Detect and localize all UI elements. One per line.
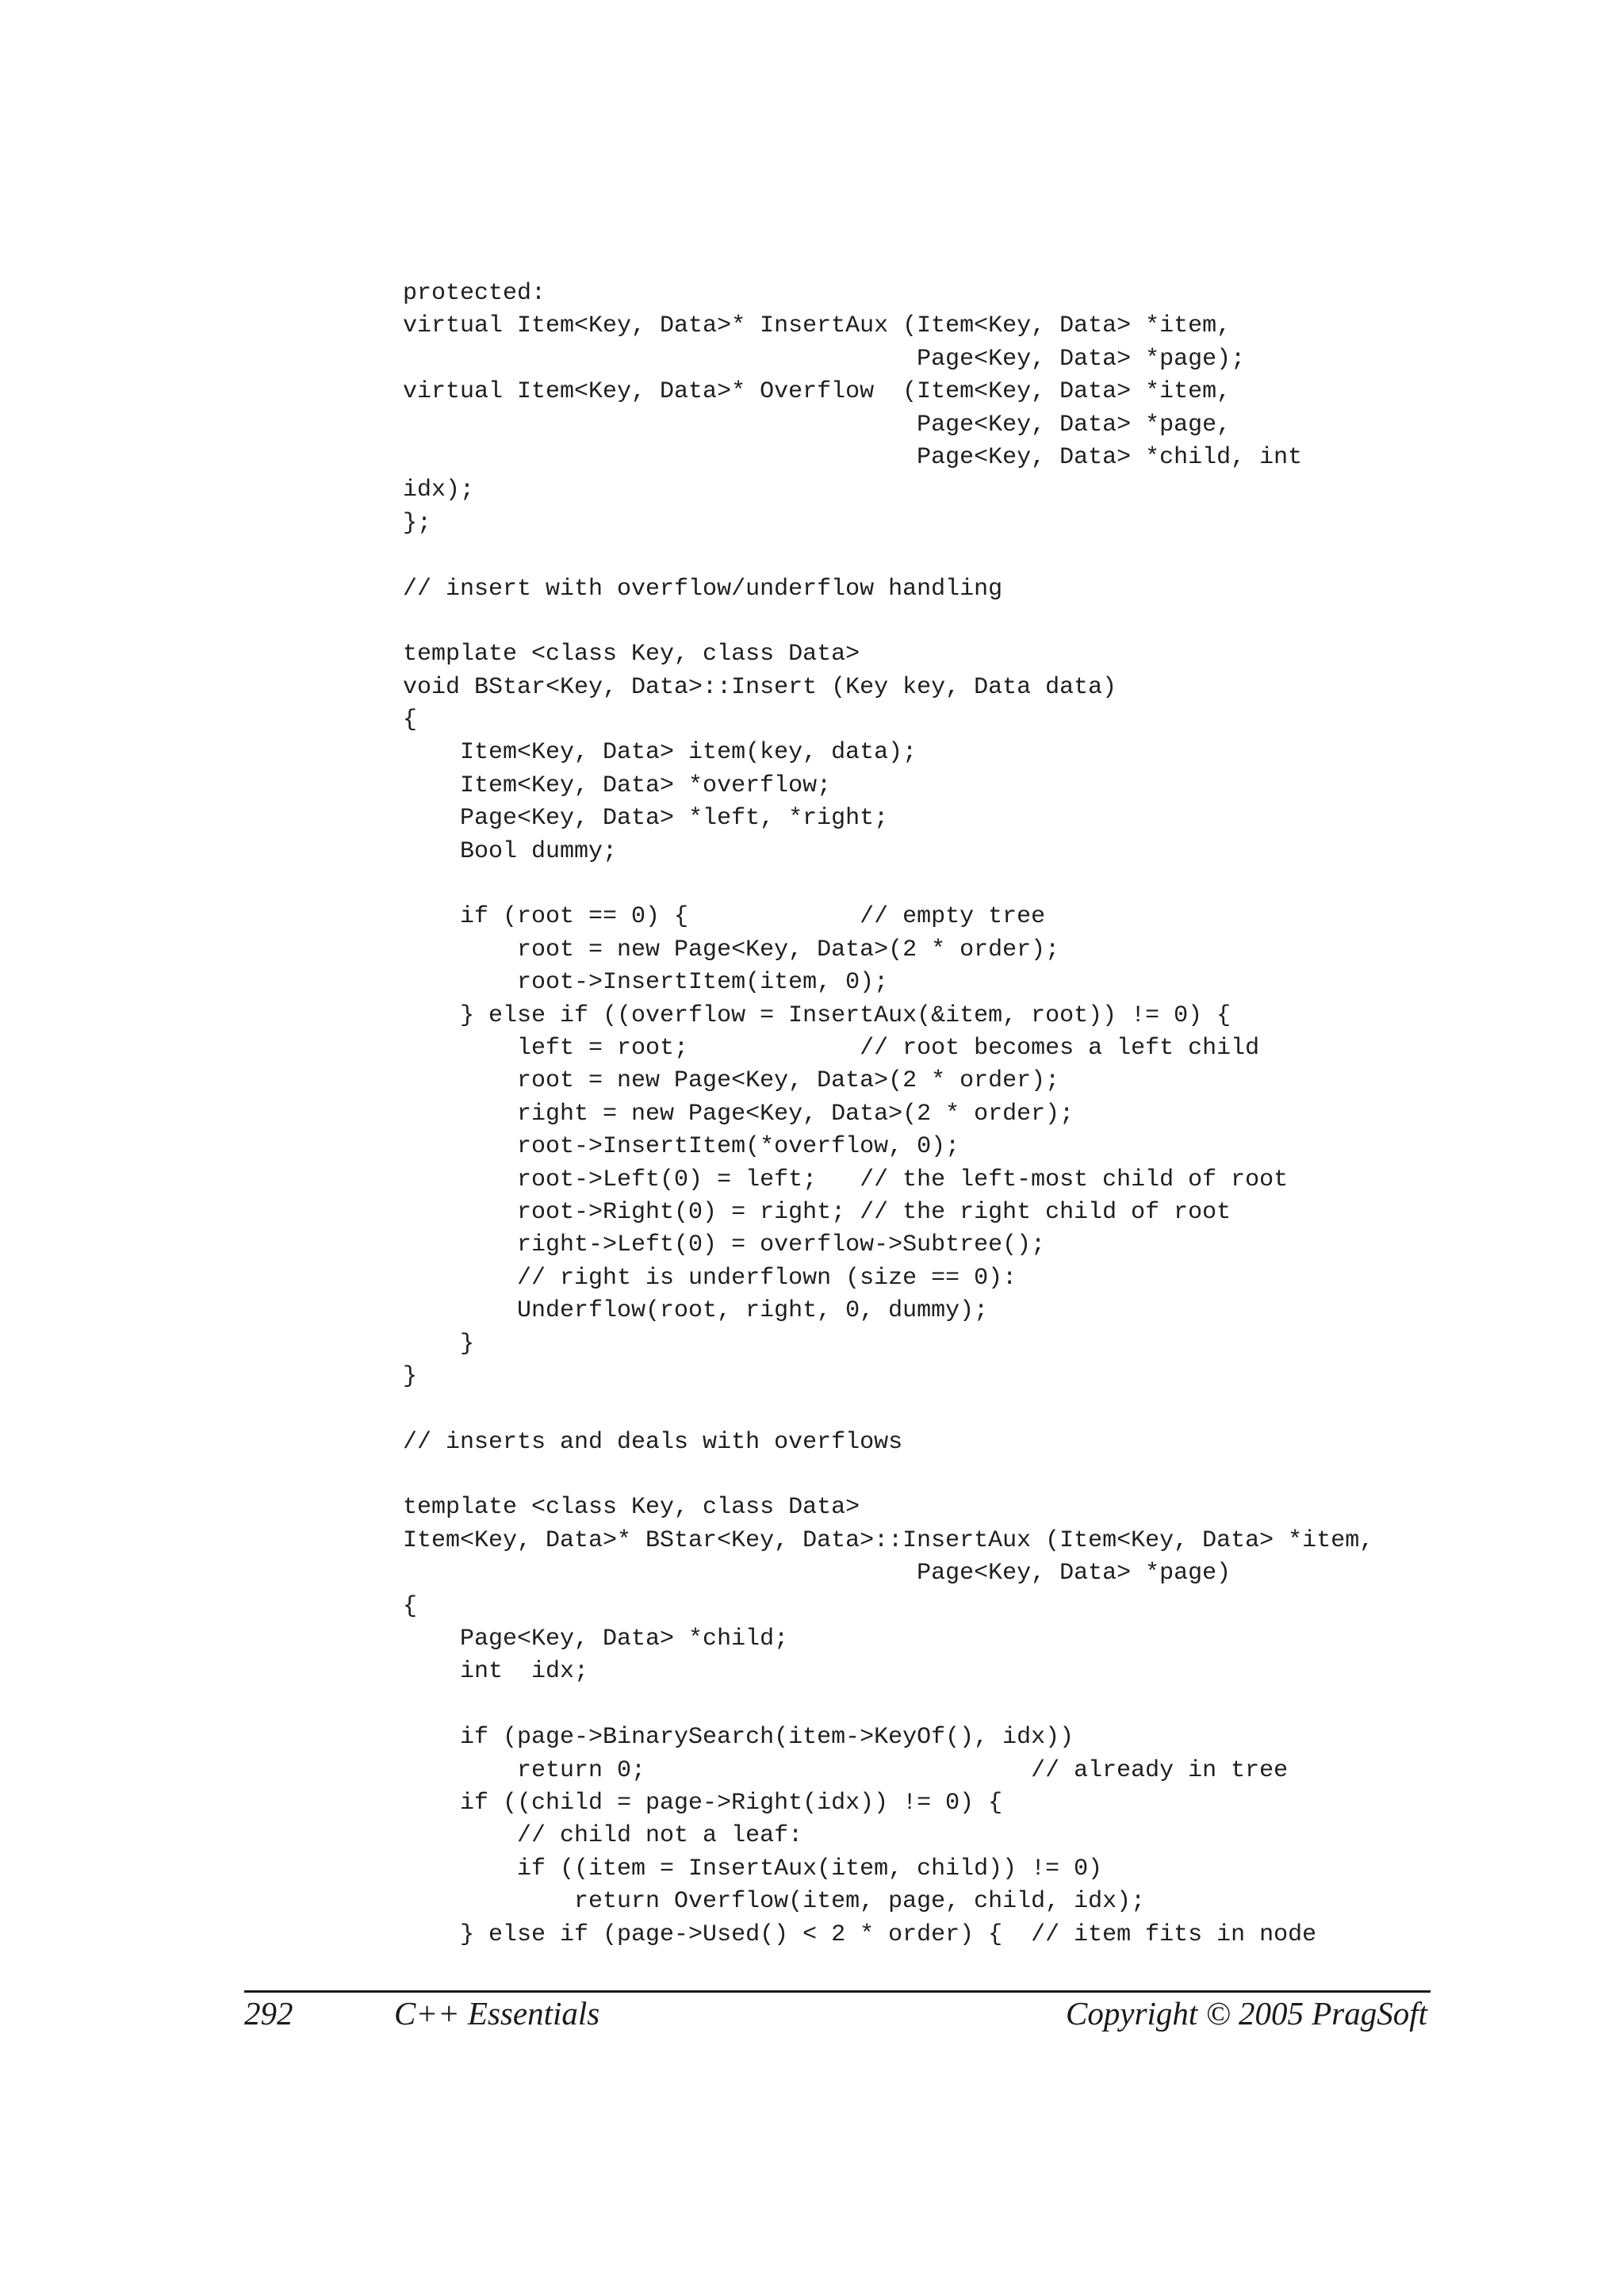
code-line: Page<Key, Data> *page); xyxy=(403,345,1246,373)
code-line xyxy=(403,606,1497,638)
code-line: template <class Key, class Data> xyxy=(403,641,860,668)
code-line: return Overflow(item, page, child, idx); xyxy=(403,1888,1146,1916)
copyright-notice: Copyright © 2005 PragSoft xyxy=(1066,1995,1427,2032)
code-line: left = root; // root becomes a left child xyxy=(403,1034,1260,1062)
page-number: 292 xyxy=(244,1995,293,2032)
code-line: if ((item = InsertAux(item, child)) != 0) xyxy=(403,1855,1103,1882)
code-line: // child not a leaf: xyxy=(403,1822,803,1850)
code-line: right->Left(0) = overflow->Subtree(); xyxy=(403,1231,1046,1259)
code-line: // inserts and deals with overflows xyxy=(403,1428,903,1456)
code-line: idx); xyxy=(403,477,475,504)
book-title: C++ Essentials xyxy=(394,1995,600,2032)
code-line: Underflow(root, right, 0, dummy); xyxy=(403,1297,989,1325)
code-line: Page<Key, Data> *left, *right; xyxy=(403,805,889,833)
code-line: protected: xyxy=(403,280,546,307)
code-line: template <class Key, class Data> xyxy=(403,1494,860,1522)
code-line: root->Left(0) = left; // the left-most child of root xyxy=(403,1166,1289,1193)
footer-rule xyxy=(244,1990,1431,1993)
code-line: Bool dummy; xyxy=(403,837,618,865)
code-line: { xyxy=(403,707,418,734)
code-line: root = new Page<Key, Data>(2 * order); xyxy=(403,1067,1060,1095)
code-line: Item<Key, Data>* BStar<Key, Data>::InsertAux (Item<Key, Data> *item, xyxy=(403,1526,1374,1554)
code-line: if ((child = page->Right(idx)) != 0) { xyxy=(403,1789,1003,1817)
code-line: root->InsertItem(*overflow, 0); xyxy=(403,1133,960,1161)
code-listing xyxy=(403,278,1497,1951)
code-line: right = new Page<Key, Data>(2 * order); xyxy=(403,1100,1074,1128)
code-line: Page<Key, Data> *child; xyxy=(403,1626,789,1653)
code-line: root = new Page<Key, Data>(2 * order); xyxy=(403,936,1060,963)
code-line: root->InsertItem(item, 0); xyxy=(403,969,889,997)
code-line: virtual Item<Key, Data>* Overflow (Item<Key, Data> *item, xyxy=(403,378,1231,406)
code-line: void BStar<Key, Data>::Insert (Key key, Data data) xyxy=(403,673,1117,701)
code-line xyxy=(403,1459,1497,1492)
code-line: int idx; xyxy=(403,1658,589,1686)
code-line: } else if (page->Used() < 2 * order) { // item fits in node xyxy=(403,1921,1317,1948)
code-line xyxy=(403,1393,1497,1426)
code-line: Item<Key, Data> *overflow; xyxy=(403,772,832,799)
code-line xyxy=(403,868,1497,901)
code-line xyxy=(403,1689,1497,1721)
code-line: Page<Key, Data> *child, int xyxy=(403,443,1303,471)
code-line: return 0; // already in tree xyxy=(403,1756,1289,1784)
code-line: Item<Key, Data> item(key, data); xyxy=(403,739,917,767)
code-line: }; xyxy=(403,509,432,537)
code-line: Page<Key, Data> *page, xyxy=(403,411,1231,439)
code-line: } xyxy=(403,1362,418,1390)
code-line: } else if ((overflow = InsertAux(&item, root)) != 0) { xyxy=(403,1001,1231,1029)
code-line: virtual Item<Key, Data>* InsertAux (Item<Key, Data> *item, xyxy=(403,312,1231,340)
code-line: // right is underflown (size == 0): xyxy=(403,1264,1017,1292)
code-line: { xyxy=(403,1592,418,1620)
code-line: if (root == 0) { // empty tree xyxy=(403,903,1046,931)
code-line xyxy=(403,540,1497,573)
code-line: if (page->BinarySearch(item->KeyOf(), idx)) xyxy=(403,1724,1074,1752)
code-line: root->Right(0) = right; // the right child of root xyxy=(403,1198,1231,1226)
code-line: // insert with overflow/underflow handling xyxy=(403,575,1003,603)
code-line: Page<Key, Data> *page) xyxy=(403,1560,1231,1587)
code-line: } xyxy=(403,1330,475,1358)
